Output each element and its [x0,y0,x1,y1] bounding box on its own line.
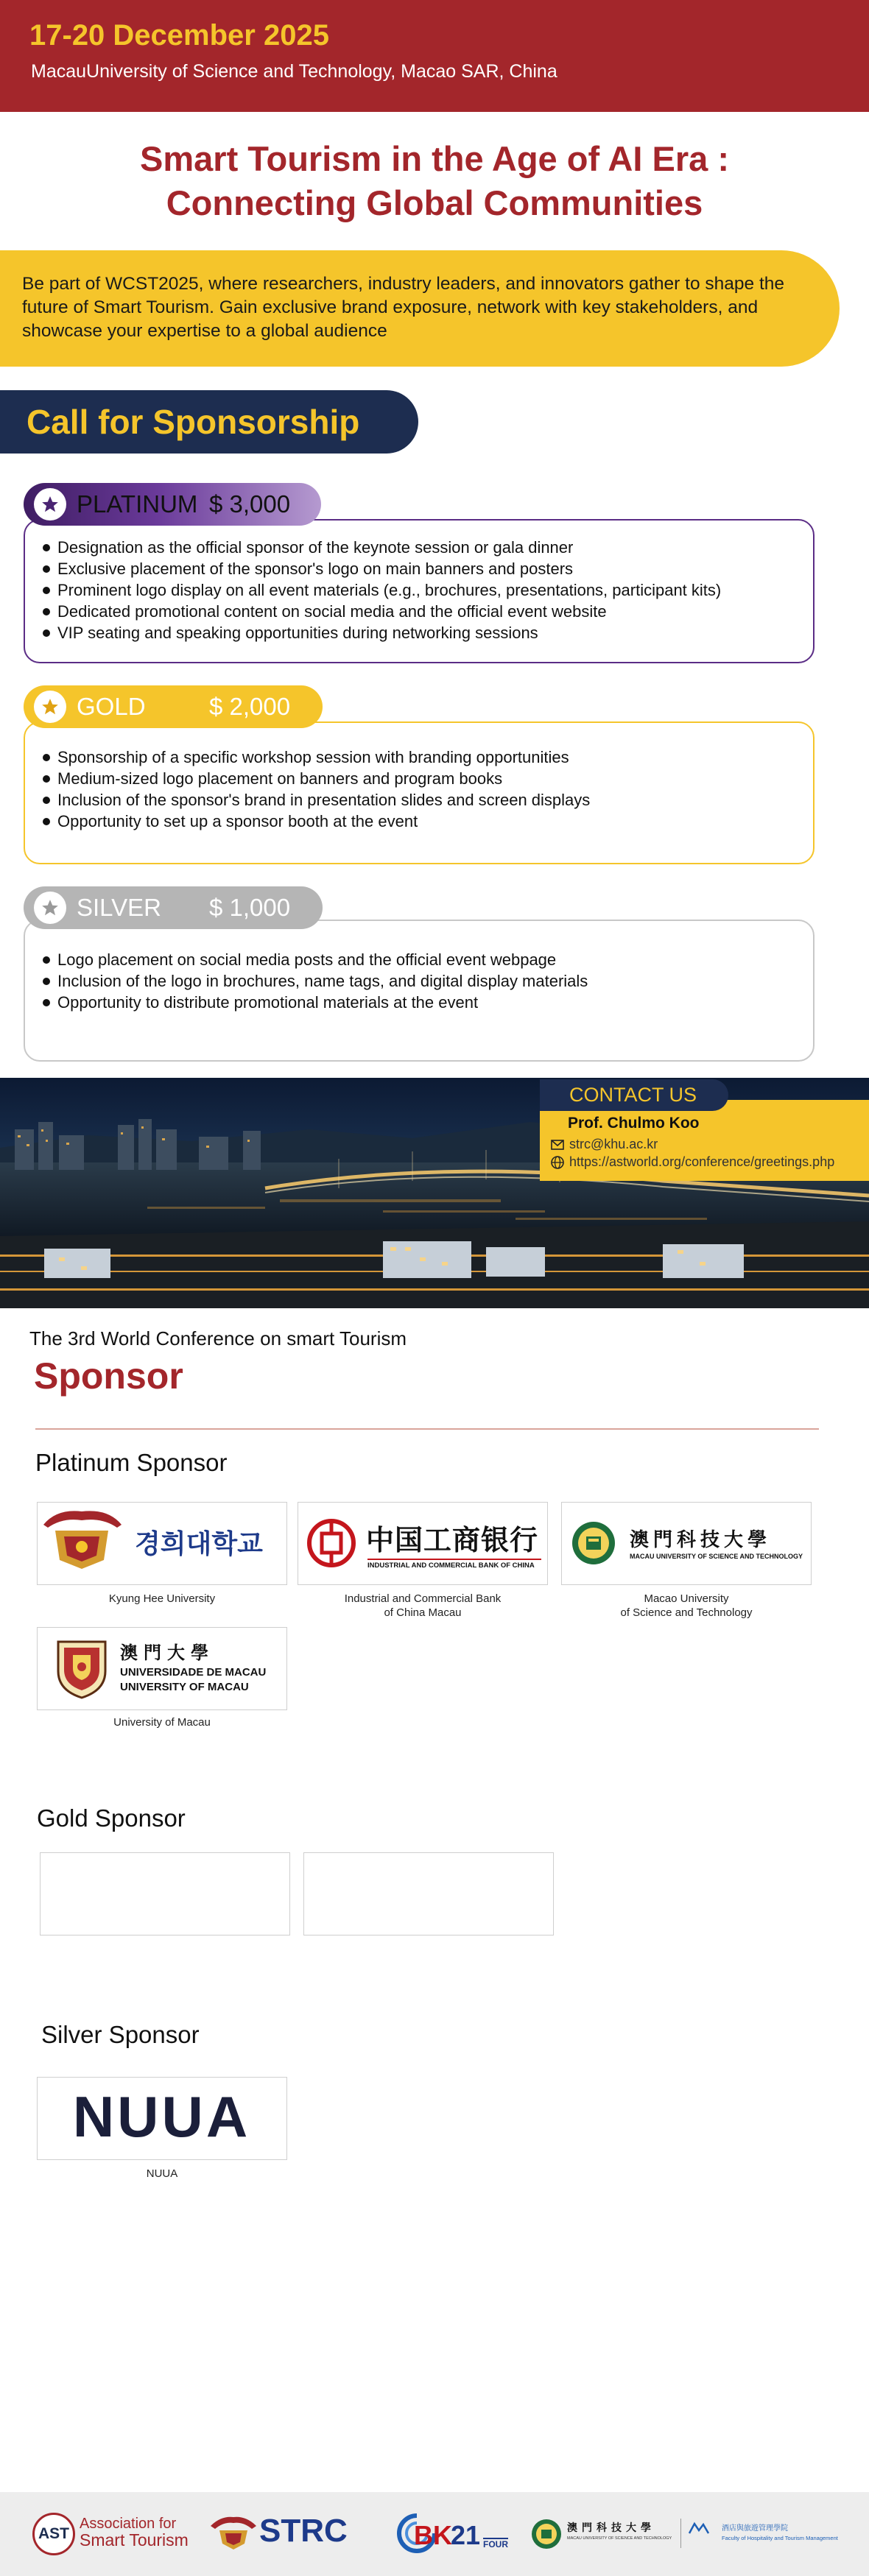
platinum-tier-pill [24,483,321,526]
logo-text: 澳門大學 [120,1642,214,1663]
strc-logo-text: STRC [259,2513,348,2549]
university-of-macau-logo [37,1627,287,1710]
must-emblem-icon [530,2518,563,2550]
call-for-sponsorship-banner [0,390,418,454]
benefit-item: Prominent logo display on all event materials (e.g., brochures, presentations, participant kits) [41,579,813,601]
sponsor-caption [298,1592,548,1620]
logo-subtext: MACAU UNIVERSITY OF SCIENCE AND TECHNOLOGY [630,1553,803,1560]
benefit-item: Inclusion of the sponsor's brand in presentation slides and screen displays [41,789,813,811]
logo-subtext: INDUSTRIAL AND COMMERCIAL BANK OF CHINA [367,1559,541,1570]
intro-banner: Be part of WCST2025, where researchers, industry leaders, and innovators gather to shape the future of Smart Tourism. Gain exclusive brand exposure, network with key stakeholders, and showcase your expertise to a global audience [0,250,840,367]
must-footer-cn: 澳門科技大學 [567,2522,655,2534]
contact-info-box [540,1100,869,1181]
ast-logo-badge [32,2513,75,2555]
gold-sponsor-slot-empty [40,1852,290,1935]
footer-divider [680,2519,681,2548]
contact-email[interactable]: strc@khu.ac.kr [569,1137,658,1151]
caption-line: of Science and Technology [620,1606,753,1619]
star-icon [34,892,66,924]
star-icon [34,488,66,521]
must-footer-en: MACAU UNIVERSITY OF SCIENCE AND TECHNOLOGY [567,2536,672,2541]
contact-us-tag: CONTACT US [540,1079,728,1111]
benefit-item: Opportunity to distribute promotional materials at the event [41,992,813,1013]
benefit-item: Sponsorship of a specific workshop session with branding opportunities [41,747,813,768]
title-line-1: Smart Tourism in the Age of AI Era : [140,139,729,178]
benefit-item: Designation as the official sponsor of the keynote session or gala dinner [41,537,813,558]
bk-logo-text: BK [414,2520,452,2550]
silver-tier-pill [24,886,323,929]
sponsor-caption [561,1592,812,1620]
tier-price: $ 3,000 [209,490,291,518]
globe-icon [550,1155,565,1170]
conference-name: The 3rd World Conference on smart Tourism [29,1327,407,1349]
fhtm-footer-en: Faculty of Hospitality and Tourism Management [722,2535,838,2541]
fhtm-emblem-icon [688,2522,710,2535]
header-banner [0,0,869,112]
event-venue: MacauUniversity of Science and Technology, Macao SAR, China [31,61,557,82]
tier-name: GOLD [77,693,146,720]
fhtm-footer-cn: 酒店與旅遊管理學院 [722,2524,788,2533]
gold-benefits-box [24,721,815,864]
platinum-sponsor-heading: Platinum Sponsor [35,1449,228,1476]
caption-line: Industrial and Commercial Bank [344,1592,502,1605]
contact-name: Prof. Chulmo Koo [568,1115,700,1132]
bk-logo-four: FOUR [483,2539,508,2549]
bk-logo-number: 21 [451,2520,481,2550]
benefit-item: Dedicated promotional content on social media and the official event website [41,601,813,622]
star-icon [34,691,66,723]
contact-url-row [550,1154,834,1170]
logo-text: 中国工商银行 [366,1524,539,1556]
must-logo [561,1502,812,1585]
nuua-logo [37,2077,287,2160]
contact-url-link[interactable]: https://astworld.org/conference/greetings.php [569,1154,835,1169]
ast-logo-text [80,2516,189,2548]
tier-name: SILVER [77,894,161,921]
benefit-item: Opportunity to set up a sponsor booth at the event [41,811,813,832]
title-line-2: Connecting Global Communities [166,183,703,222]
sponsor-caption: Kyung Hee University [108,1592,216,1605]
footer-logo-bar [0,2492,869,2576]
gold-sponsor-slot-empty [303,1852,554,1935]
tier-price: $ 2,000 [209,693,291,720]
benefit-item: Medium-sized logo placement on banners and program books [41,768,813,789]
strc-emblem-icon [208,2514,259,2551]
platinum-benefits-box [24,519,815,663]
caption-line: Macao University [644,1592,729,1605]
logo-subtext: UNIVERSIDADE DE MACAU [120,1666,267,1679]
divider [35,1428,819,1430]
benefit-item: Inclusion of the logo in brochures, name tags, and digital display materials [41,970,813,992]
logo-text: 澳門科技大學 [630,1529,772,1551]
benefit-item: Logo placement on social media posts and the official event webpage [41,949,813,970]
event-date: 17-20 December 2025 [29,19,329,52]
tier-name: PLATINUM [77,490,198,518]
call-for-sponsorship-label: Call for Sponsorship [27,403,360,441]
sponsor-caption: NUUA [146,2167,178,2180]
benefit-item: VIP seating and speaking opportunities during networking sessions [41,622,813,643]
contact-email-row [550,1137,658,1152]
page-title [0,137,869,225]
envelope-icon [550,1137,565,1152]
silver-sponsor-heading: Silver Sponsor [41,2021,200,2048]
benefit-item: Exclusive placement of the sponsor's logo on main banners and posters [41,558,813,579]
ast-line: Association for [80,2516,177,2532]
logo-text: NUUA [72,2084,251,2149]
ast-badge-text: AST [38,2525,69,2542]
silver-benefits-box [24,920,815,1062]
logo-text: 경희대학교 [135,1529,263,1559]
logo-subtext: UNIVERSITY OF MACAU [120,1681,249,1693]
gold-tier-pill [24,685,323,728]
icbc-logo [298,1502,548,1585]
sponsor-heading: Sponsor [34,1355,183,1397]
kyung-hee-logo [37,1502,287,1585]
sponsor-caption: University of Macau [113,1716,211,1729]
caption-line: of China Macau [384,1606,462,1619]
tier-price: $ 1,000 [209,894,291,921]
gold-sponsor-heading: Gold Sponsor [37,1804,186,1832]
ast-line: Smart Tourism [80,2530,189,2549]
